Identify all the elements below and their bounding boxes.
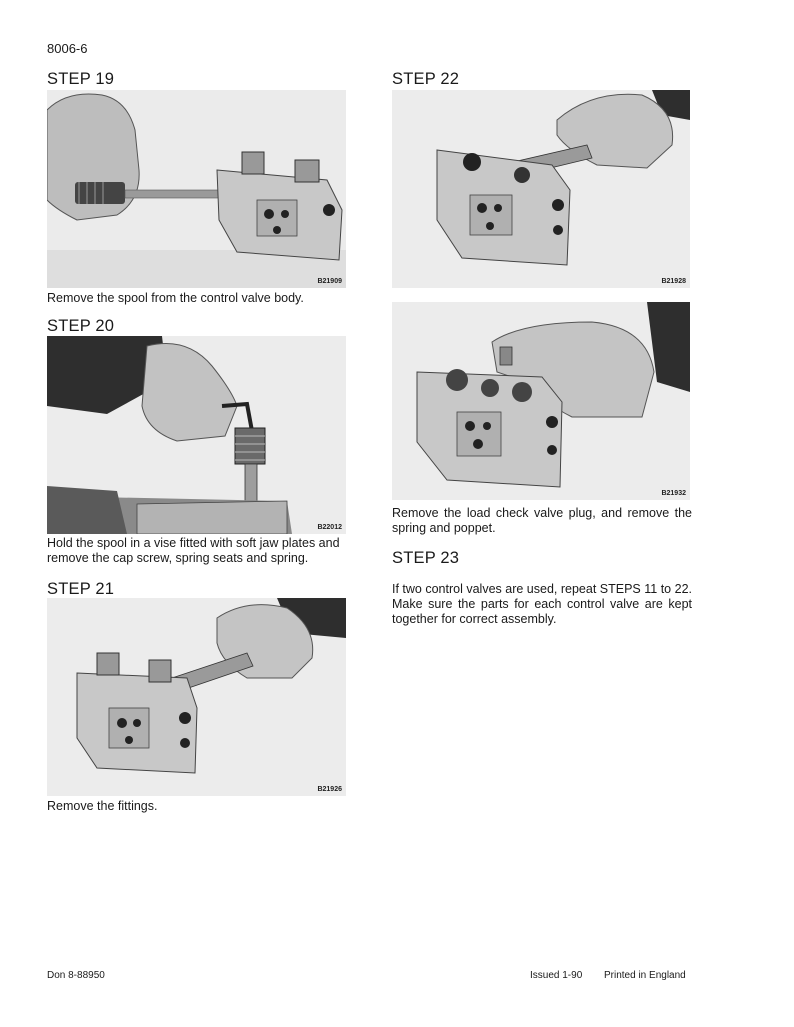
step-22-caption: Remove the load check valve plug, and remove the spring and poppet. xyxy=(392,506,692,535)
step-22-photo-1-code: B21928 xyxy=(661,278,686,285)
footer-printed: Printed in England xyxy=(604,970,686,981)
step-23-text: If two control valves are used, repeat STEPS 11 to 22. Make sure the parts for each control valve are kept together for correct assembly. xyxy=(392,582,692,626)
step-22-photo-2-code: B21932 xyxy=(661,490,686,497)
step-22-photo-1 xyxy=(392,90,690,288)
footer-document-number: Don 8-88950 xyxy=(47,970,105,981)
step-19-photo-code: B21909 xyxy=(317,278,342,285)
footer-issued: Issued 1-90 xyxy=(530,970,583,981)
step-21-heading: STEP 21 xyxy=(47,580,115,598)
step-20-photo xyxy=(47,336,346,534)
step-22-heading: STEP 22 xyxy=(392,70,460,88)
step-19-photo xyxy=(47,90,346,288)
step-20-photo-code: B22012 xyxy=(317,524,342,531)
step-23-heading: STEP 23 xyxy=(392,549,460,567)
step-21-photo xyxy=(47,598,346,796)
page-number: 8006-6 xyxy=(47,41,88,56)
step-20-heading: STEP 20 xyxy=(47,317,115,335)
step-21-photo-code: B21926 xyxy=(317,786,342,793)
step-22-photo-2 xyxy=(392,302,690,500)
step-19-heading: STEP 19 xyxy=(47,70,115,88)
step-19-caption: Remove the spool from the control valve body. xyxy=(47,291,304,305)
step-20-caption: Hold the spool in a vise fitted with soft jaw plates and remove the cap screw, spring seats and spring. xyxy=(47,536,340,565)
step-21-caption: Remove the fittings. xyxy=(47,799,158,813)
